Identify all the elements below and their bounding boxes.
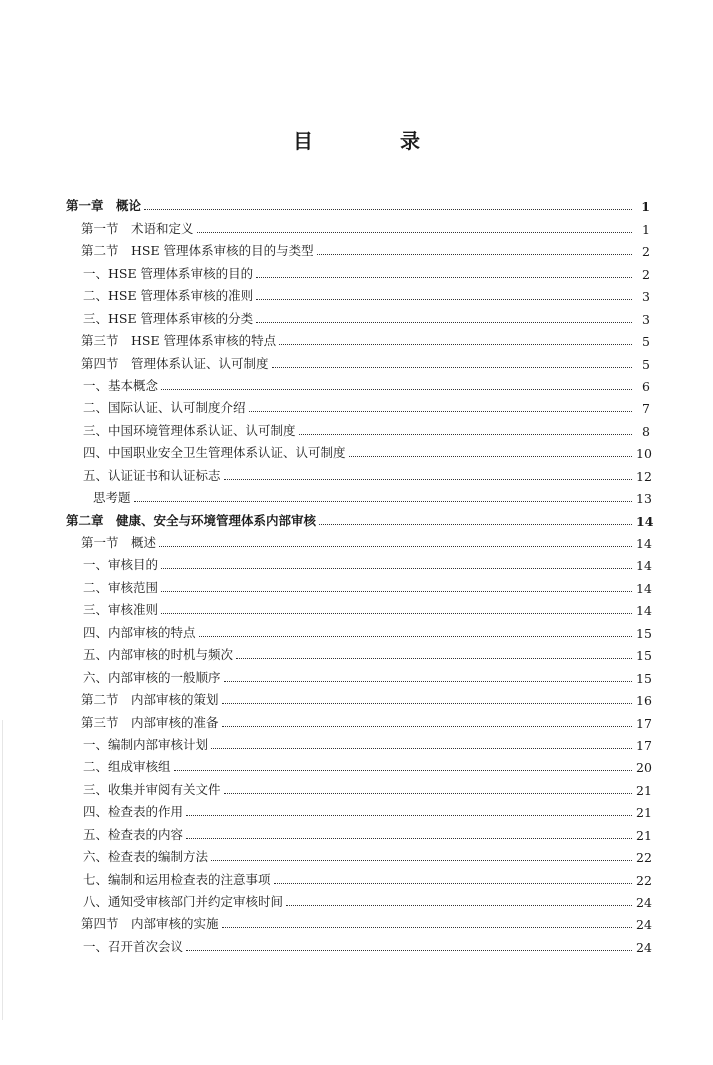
- toc-leader-dots: [224, 479, 632, 480]
- toc-leader-dots: [134, 501, 632, 502]
- table-of-contents: [66, 192, 654, 955]
- toc-leader-dots: [256, 299, 632, 300]
- toc-page-number: 6: [642, 378, 650, 394]
- toc-entry[interactable]: [66, 304, 650, 326]
- toc-entry[interactable]: [66, 372, 650, 394]
- toc-page-number: 21: [636, 782, 652, 798]
- toc-entry-title: 二、审核范围: [83, 578, 161, 596]
- scan-edge-mark: [2, 720, 3, 1020]
- toc-entry[interactable]: [66, 798, 650, 820]
- toc-page-number: 22: [636, 850, 652, 866]
- toc-entry[interactable]: [66, 551, 650, 573]
- toc-entry[interactable]: [66, 618, 650, 640]
- toc-entry[interactable]: [66, 214, 650, 236]
- toc-leader-dots: [256, 277, 632, 278]
- toc-entry-title: 第一节 术语和定义: [81, 219, 197, 237]
- toc-entry-title: 第三节 内部审核的准备: [81, 713, 222, 731]
- toc-entry-title: 第二节 内部审核的策划: [81, 690, 222, 708]
- toc-entry-title: 七、编制和运用检查表的注意事项: [83, 870, 274, 888]
- toc-page-number: 10: [636, 446, 652, 462]
- toc-page-number: 2: [642, 266, 650, 282]
- toc-leader-dots: [279, 344, 632, 345]
- toc-entry[interactable]: [66, 596, 650, 618]
- toc-page-number: 12: [636, 468, 652, 484]
- toc-leader-dots: [274, 883, 632, 884]
- toc-entry[interactable]: [66, 282, 650, 304]
- toc-leader-dots: [199, 636, 632, 637]
- toc-entry-title: 三、中国环境管理体系认证、认可制度: [83, 421, 299, 439]
- toc-leader-dots: [319, 524, 632, 525]
- toc-entry[interactable]: [66, 865, 650, 887]
- toc-entry-title: 第一章 概论: [66, 196, 144, 214]
- toc-page-number: 5: [642, 356, 650, 372]
- toc-page-number: 21: [636, 827, 652, 843]
- toc-page-number: 7: [642, 401, 650, 417]
- toc-page-number: 3: [642, 311, 650, 327]
- toc-page-number: 17: [636, 715, 652, 731]
- toc-entry[interactable]: [66, 192, 650, 214]
- toc-entry-title: 第四节 管理体系认证、认可制度: [81, 354, 272, 372]
- toc-page-number: 2: [642, 244, 650, 260]
- toc-entry-title: 五、检查表的内容: [83, 825, 186, 843]
- toc-page-number: 21: [636, 805, 652, 821]
- toc-page-number: 17: [636, 737, 652, 753]
- toc-page-number: 24: [636, 939, 652, 955]
- toc-leader-dots: [161, 568, 632, 569]
- toc-entry-title: 三、HSE 管理体系审核的分类: [83, 309, 256, 327]
- toc-entry-title: 一、审核目的: [83, 555, 161, 573]
- toc-leader-dots: [211, 860, 632, 861]
- toc-leader-dots: [286, 905, 632, 906]
- toc-entry[interactable]: [66, 394, 650, 416]
- toc-page-number: 3: [642, 289, 650, 305]
- toc-page-number: 22: [636, 872, 652, 888]
- toc-page-number: 14: [636, 558, 652, 574]
- toc-page-number: 15: [636, 670, 652, 686]
- toc-entry-title: 第二节 HSE 管理体系审核的目的与类型: [81, 241, 317, 259]
- toc-entry[interactable]: [66, 820, 650, 842]
- toc-entry-title: 六、内部审核的一般顺序: [83, 668, 224, 686]
- toc-entry-title: 四、中国职业安全卫生管理体系认证、认可制度: [83, 443, 349, 461]
- toc-page-number: 15: [636, 625, 652, 641]
- toc-entry[interactable]: [66, 259, 650, 281]
- toc-leader-dots: [317, 254, 632, 255]
- toc-page-number: 1: [642, 221, 650, 237]
- toc-entry[interactable]: [66, 573, 650, 595]
- toc-leader-dots: [186, 815, 632, 816]
- toc-page-number: 1: [641, 199, 650, 215]
- toc-page-number: 8: [642, 423, 650, 439]
- toc-entry[interactable]: [66, 753, 650, 775]
- toc-page-number: 24: [636, 917, 652, 933]
- toc-entry-title: 五、内部审核的时机与频次: [83, 645, 236, 663]
- toc-entry-title: 四、检查表的作用: [83, 802, 186, 820]
- toc-entry[interactable]: [66, 506, 654, 529]
- toc-leader-dots: [272, 367, 632, 368]
- toc-page-number: 20: [636, 760, 652, 776]
- toc-entry-title: 二、组成审核组: [83, 757, 174, 775]
- page-title: 目 录: [293, 129, 460, 153]
- toc-entry-title: 二、HSE 管理体系审核的准则: [83, 286, 256, 304]
- toc-leader-dots: [186, 950, 632, 951]
- toc-leader-dots: [222, 927, 632, 928]
- toc-page-number: 15: [636, 648, 652, 664]
- toc-page-number: 5: [642, 334, 650, 350]
- toc-entry-title: 第三节 HSE 管理体系审核的特点: [81, 331, 279, 349]
- toc-entry[interactable]: [66, 416, 650, 438]
- toc-leader-dots: [161, 613, 632, 614]
- toc-entry-title: 二、国际认证、认可制度介绍: [83, 398, 249, 416]
- toc-entry[interactable]: [66, 663, 650, 685]
- toc-entry-title: 一、编制内部审核计划: [83, 735, 211, 753]
- toc-leader-dots: [256, 322, 632, 323]
- toc-page-number: 14: [636, 513, 654, 529]
- toc-leader-dots: [224, 793, 632, 794]
- toc-entry-title: 思考题: [93, 488, 134, 506]
- toc-page-number: 24: [636, 895, 652, 910]
- toc-leader-dots: [222, 726, 632, 727]
- toc-leader-dots: [197, 232, 632, 233]
- toc-leader-dots: [236, 658, 632, 659]
- toc-entry-title: 三、审核准则: [83, 600, 161, 618]
- toc-entry[interactable]: [66, 910, 650, 932]
- toc-entry[interactable]: [66, 641, 650, 663]
- toc-page-number: 14: [636, 580, 652, 596]
- toc-leader-dots: [211, 748, 632, 749]
- toc-entry-title: 第二章 健康、安全与环境管理体系内部审核: [66, 511, 319, 529]
- toc-entry[interactable]: [66, 484, 650, 506]
- toc-leader-dots: [161, 591, 632, 592]
- toc-leader-dots: [299, 434, 632, 435]
- toc-entry-title: 八、通知受审核部门并约定审核时间: [83, 892, 286, 910]
- toc-leader-dots: [222, 703, 632, 704]
- toc-leader-dots: [186, 838, 632, 839]
- toc-page-number: 14: [636, 603, 652, 619]
- toc-entry[interactable]: [66, 439, 650, 461]
- toc-entry-title: 六、检查表的编制方法: [83, 847, 211, 865]
- toc-entry[interactable]: [66, 888, 650, 910]
- toc-entry-title: 一、HSE 管理体系审核的目的: [83, 264, 256, 282]
- toc-page-number: 13: [636, 491, 652, 507]
- toc-leader-dots: [249, 411, 632, 412]
- toc-entry-title: 四、内部审核的特点: [83, 623, 199, 641]
- toc-entry[interactable]: [66, 843, 650, 865]
- toc-entry-title: 三、收集并审阅有关文件: [83, 780, 224, 798]
- toc-entry[interactable]: [66, 686, 650, 708]
- toc-entry[interactable]: [66, 775, 650, 797]
- toc-entry[interactable]: [66, 237, 650, 259]
- toc-entry[interactable]: [66, 349, 650, 371]
- toc-entry-title: 一、基本概念: [83, 376, 161, 394]
- toc-leader-dots: [224, 681, 632, 682]
- toc-leader-dots: [349, 456, 632, 457]
- toc-entry[interactable]: [66, 461, 650, 483]
- toc-entry[interactable]: [66, 932, 650, 954]
- toc-leader-dots: [159, 546, 632, 547]
- toc-entry-title: 第四节 内部审核的实施: [81, 914, 222, 932]
- toc-entry[interactable]: [66, 708, 650, 730]
- toc-leader-dots: [161, 389, 632, 390]
- toc-entry[interactable]: [66, 327, 650, 349]
- toc-entry-title: 一、召开首次会议: [83, 937, 186, 955]
- toc-entry-title: 五、认证证书和认证标志: [83, 466, 224, 484]
- toc-entry-title: 第一节 概述: [81, 533, 159, 551]
- toc-leader-dots: [174, 770, 632, 771]
- toc-leader-dots: [144, 209, 632, 210]
- toc-entry[interactable]: [66, 529, 650, 551]
- toc-page-number: 16: [636, 693, 652, 709]
- toc-entry[interactable]: [66, 731, 650, 753]
- toc-page-number: 14: [636, 536, 652, 551]
